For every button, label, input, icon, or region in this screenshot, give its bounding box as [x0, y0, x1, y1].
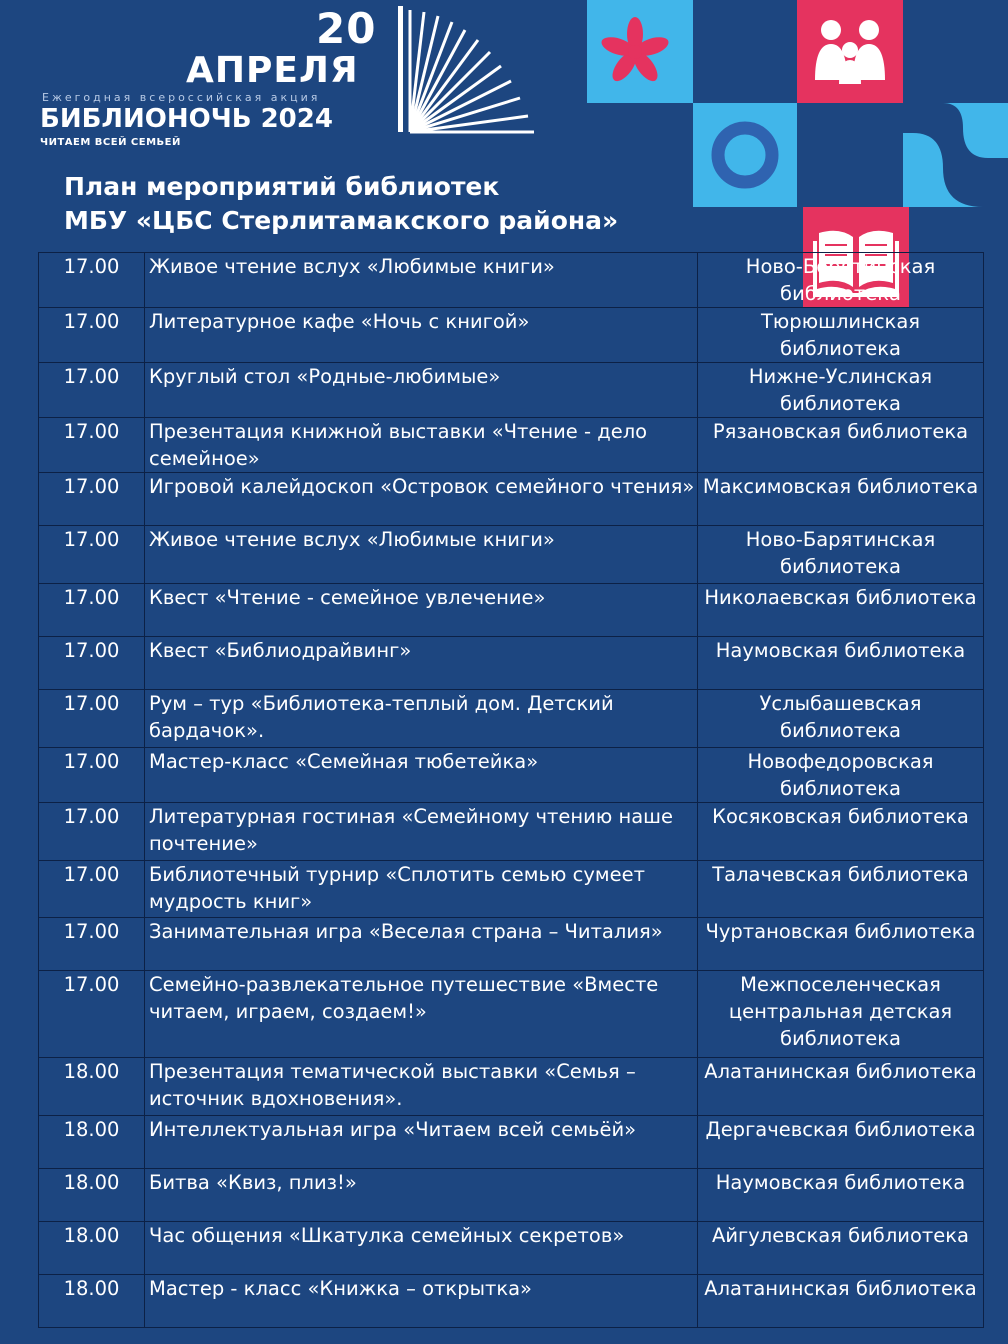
event-title: Мастер-класс «Семейная тюбетейка»	[145, 748, 698, 803]
family-icon	[797, 0, 903, 103]
event-title: Круглый стол «Родные-любимые»	[145, 363, 698, 418]
event-title: Семейно-развлекательное путешествие «Вместе читаем, играем, создаем!»	[145, 971, 698, 1058]
event-day: 20	[316, 4, 377, 53]
event-library: Ново-Барятинская библиотека	[698, 526, 984, 584]
event-title: Презентация тематической выставки «Семья – источник вдохновения».	[145, 1058, 698, 1116]
event-library: Наумовская библиотека	[698, 637, 984, 690]
table-row	[39, 690, 984, 748]
event-time: 18.00	[39, 1169, 145, 1222]
title-line-2: МБУ «ЦБС Стерлитамакского района»	[64, 206, 619, 235]
table-row	[39, 363, 984, 418]
event-title: Живое чтение вслух «Любимые книги»	[145, 526, 698, 584]
table-row	[39, 748, 984, 803]
event-library: Айгулевская библиотека	[698, 1222, 984, 1275]
event-library: Талачевская библиотека	[698, 861, 984, 918]
table-row	[39, 1116, 984, 1169]
event-time: 17.00	[39, 473, 145, 526]
table-row	[39, 584, 984, 637]
table-row	[39, 253, 984, 308]
title-line-1: План мероприятий библиотек	[64, 172, 500, 201]
event-time: 17.00	[39, 690, 145, 748]
table-row	[39, 526, 984, 584]
ring-icon	[693, 103, 797, 207]
event-library: Максимовская библиотека	[698, 473, 984, 526]
event-library: Ново-Борятинская библиотека	[698, 253, 984, 308]
event-title: Живое чтение вслух «Любимые книги»	[145, 253, 698, 308]
event-title: Занимательная игра «Веселая страна – Читалия»	[145, 918, 698, 971]
table-row	[39, 473, 984, 526]
flower-tile	[587, 0, 693, 103]
event-time: 17.00	[39, 748, 145, 803]
table-row	[39, 861, 984, 918]
event-time: 17.00	[39, 363, 145, 418]
table-row	[39, 918, 984, 971]
event-library: Чуртановская библиотека	[698, 918, 984, 971]
event-library: Косяковская библиотека	[698, 803, 984, 861]
table-row	[39, 1058, 984, 1116]
event-library: Рязановская библиотека	[698, 418, 984, 473]
event-library: Николаевская библиотека	[698, 584, 984, 637]
event-time: 17.00	[39, 418, 145, 473]
page-title	[64, 170, 618, 238]
book-fan-icon	[394, 6, 542, 136]
wave-icon	[903, 103, 1008, 207]
event-logo	[0, 0, 560, 160]
event-library: Дергачевская библиотека	[698, 1116, 984, 1169]
event-library: Межпоселенческая центральная детская библиотека	[698, 971, 984, 1058]
event-library: Алатанинская библиотека	[698, 1275, 984, 1328]
event-time: 17.00	[39, 308, 145, 363]
events-table-body	[39, 253, 984, 1328]
slogan: ЧИТАЕМ ВСЕЙ СЕМЬЕЙ	[40, 137, 181, 148]
annual-action-text: Ежегодная всероссийская акция	[42, 91, 321, 104]
event-time: 17.00	[39, 918, 145, 971]
family-tile	[797, 0, 903, 103]
table-row	[39, 418, 984, 473]
event-time: 17.00	[39, 526, 145, 584]
table-row	[39, 1275, 984, 1328]
event-title: Квест «Чтение - семейное увлечение»	[145, 584, 698, 637]
event-title: Битва «Квиз, плиз!»	[145, 1169, 698, 1222]
wave-tile	[903, 103, 1008, 207]
event-title: Квест «Библиодрайвинг»	[145, 637, 698, 690]
event-title: Мастер - класс «Книжка – открытка»	[145, 1275, 698, 1328]
event-library: Нижне-Услинская библиотека	[698, 363, 984, 418]
table-row	[39, 637, 984, 690]
event-title: Рум – тур «Библиотека-теплый дом. Детский бардачок».	[145, 690, 698, 748]
event-title: Час общения «Шкатулка семейных секретов»	[145, 1222, 698, 1275]
event-title: Литературное кафе «Ночь с книгой»	[145, 308, 698, 363]
event-month: АПРЕЛЯ	[186, 50, 359, 91]
event-time: 17.00	[39, 253, 145, 308]
event-time: 18.00	[39, 1222, 145, 1275]
event-library: Тюрюшлинская библиотека	[698, 308, 984, 363]
table-row	[39, 971, 984, 1058]
table-row	[39, 803, 984, 861]
event-time: 17.00	[39, 971, 145, 1058]
event-library: Услыбашевская библиотека	[698, 690, 984, 748]
event-time: 17.00	[39, 803, 145, 861]
event-title: Игровой калейдоскоп «Островок семейного чтения»	[145, 473, 698, 526]
event-title: Презентация книжной выставки «Чтение - дело семейное»	[145, 418, 698, 473]
event-time: 18.00	[39, 1116, 145, 1169]
event-library: Новофедоровская библиотека	[698, 748, 984, 803]
event-library: Наумовская библиотека	[698, 1169, 984, 1222]
events-table	[38, 252, 984, 1328]
event-title: Литературная гостиная «Семейному чтению наше почтение»	[145, 803, 698, 861]
event-time: 18.00	[39, 1275, 145, 1328]
table-row	[39, 1222, 984, 1275]
event-time: 18.00	[39, 1058, 145, 1116]
ring-tile	[693, 103, 797, 207]
table-row	[39, 308, 984, 363]
event-time: 17.00	[39, 861, 145, 918]
event-title: Библиотечный турнир «Сплотить семью сумеет мудрость книг»	[145, 861, 698, 918]
event-time: 17.00	[39, 584, 145, 637]
event-title: Интеллектуальная игра «Читаем всей семьёй»	[145, 1116, 698, 1169]
event-library: Алатанинская библиотека	[698, 1058, 984, 1116]
flower-icon	[587, 0, 693, 103]
event-time: 17.00	[39, 637, 145, 690]
table-row	[39, 1169, 984, 1222]
brand-title: БИБЛИОНОЧЬ 2024	[40, 104, 333, 134]
